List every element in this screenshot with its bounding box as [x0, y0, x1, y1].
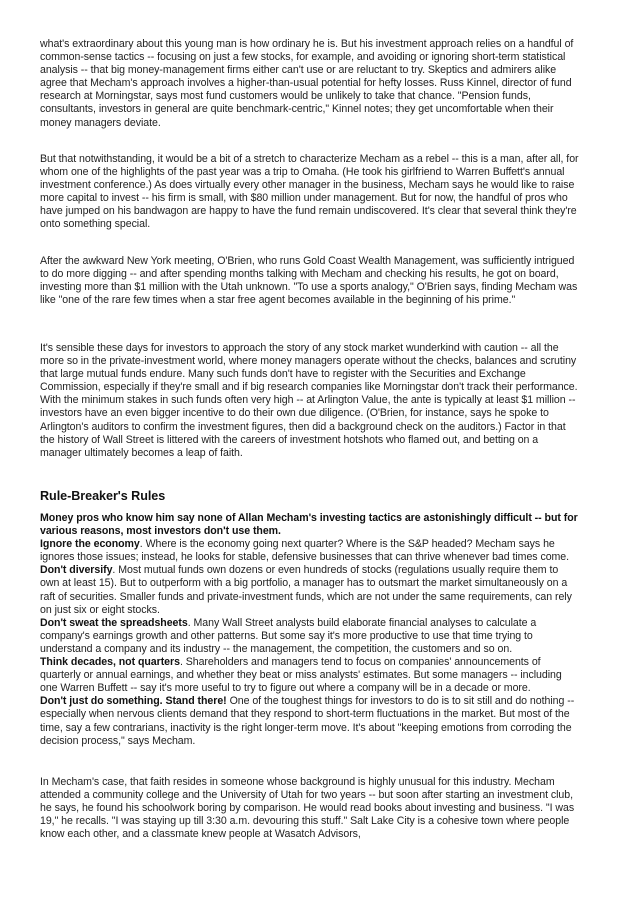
rule-title: Think decades, not quarters	[40, 656, 180, 669]
rule-text: Where is the economy going next quarter? Where is the S&P headed? Mecham says he ignores those issues; instead, he looks for stable, defensive businesses that can thrive whenever bad times come.	[40, 538, 570, 564]
rule-item	[40, 538, 580, 564]
rule-sep: .	[139, 538, 146, 551]
rule-item	[40, 617, 580, 656]
closing-paragraph: In Mecham's case, that faith resides in someone whose background is highly unusual for this industry. Mecham attended a community college and the University of Utah for two years -- but soon after starting an investment club, he says, he found his schoolwork boring by comparison. He would read books about investing and business. "I was 19," he recalls. "I was staying up till 3:30 a.m. devouring this stuff." Salt Lake City is a cohesive town where people know each other, and a classmate knew people at Wasatch Advisors,	[40, 776, 575, 841]
paragraph-2: But that notwithstanding, it would be a bit of a stretch to characterize Mecham as a rebel -- this is a man, after all, for whom one of the highlights of the past year was a trip to Omaha. (He took his girlfriend to Warren Buffett's annual investment conference.) As does virtually every other manager in the business, Mecham says he would like to raise more capital to invest -- his firm is small, with $80 million under management. But for now, the handful of pros who have jumped on his bandwagon are happy to have the fund remain undiscovered. It's clear that several think they're onto something special.	[40, 153, 579, 231]
rule-text: Shareholders and managers tend to focus on companies' announcements of quarterly or annual earnings, and whether they beat or miss analysts' estimates. But some managers -- including one Warren Buffett -- say it's more useful to try to figure out where a company will be in a decade or more.	[40, 656, 562, 695]
paragraph-1: what's extraordinary about this young man is how ordinary he is. But his investment approach relies on a handful of common-sense tactics -- focusing on just a few stocks, for example, and avoiding or ignoring short-term statistical analysis -- that big money-management firms either can't use or are reluctant to try. Skeptics and admirers alike agree that Mecham's approach involves a higher-than-usual potential for hefty losses. Russ Kinnel, director of fund research at Morningstar, says most fund customers would be unlikely to take that chance. "Pension funds, consultants, investors in general are quite benchmark-centric," Kinnel notes; they get uncomfortable when their money managers deviate.	[40, 38, 574, 129]
rule-item	[40, 695, 580, 747]
rule-item	[40, 656, 580, 695]
rules-intro: Money pros who know him say none of Allan Mecham's investing tactics are astonishingly difficult -- but for various reasons, most investors don't use them.	[40, 512, 578, 538]
paragraph-3: After the awkward New York meeting, O'Brien, who runs Gold Coast Wealth Management, was sufficiently intrigued to do more digging -- and after spending months talking with Mecham and checking his results, he got on board, investing more than $1 million with the Utah unknown. "To use a sports analogy," O'Brien says, finding Mecham was like "one of the rare few times when a star free agent becomes available in the beginning of his prime."	[40, 255, 578, 307]
rule-sep: .	[179, 656, 186, 669]
rule-item	[40, 564, 580, 616]
paragraph-4: It's sensible these days for investors to approach the story of any stock market wunderkind with caution -- all the more so in the private-investment world, where money managers operate without the checks, balances and scrutiny that large mutual funds endure. Many such funds don't have to register with the Securities and Exchange Commission, especially if they're small and if big research companies like Morningstar don't track their performance. With the minimum stakes in such funds often very high -- at Arlington Value, the ante is typically at least $1 million -- investors have an even bigger incentive to do their own due diligence. (O'Brien, for instance, says he spoke to Arlington's auditors to confirm the investment figures, then did a background check on the auditors.) Factor in that the history of Wall Street is littered with the careers of investment hotshots who flamed out, and betting on a manager ultimately becomes a leap of faith.	[40, 342, 578, 459]
rule-title: Ignore the economy	[40, 538, 140, 551]
rule-sep: .	[187, 616, 194, 629]
rule-title: Don't sweat the spreadsheets	[40, 616, 188, 629]
rule-text: One of the toughest things for investors to do is to sit still and do nothing -- especially when nervous clients demand that they respond to short-term fluctuations in the market. But most of the time, say a few contrarians, inactivity is the right longer-term move. It's about "keeping emotions from corroding the decision process," says Mecham.	[40, 695, 575, 747]
rule-title: Don't just do something. Stand there!	[40, 695, 227, 708]
rule-text: Many Wall Street analysts build elaborate financial analyses to calculate a company's earnings growth and other patterns. But some say it's more productive to use that time trying to understand a company and its industry -- the management, the competition, the customers and so on.	[40, 616, 537, 655]
rules-section	[40, 512, 580, 748]
rule-sep: .	[112, 564, 119, 577]
rule-text: Most mutual funds own dozens or even hundreds of stocks (regulations usually require them to own at least 15). But to outperform with a big portfolio, a manager has to outsmart the market simultaneously on a raft of securities. Smaller funds and private-investment funds, which are not under the same requirements, can rely on just six or eight stocks.	[40, 564, 572, 616]
section-heading: Rule-Breaker's Rules	[40, 489, 166, 503]
rule-title: Don't diversify	[40, 564, 113, 577]
